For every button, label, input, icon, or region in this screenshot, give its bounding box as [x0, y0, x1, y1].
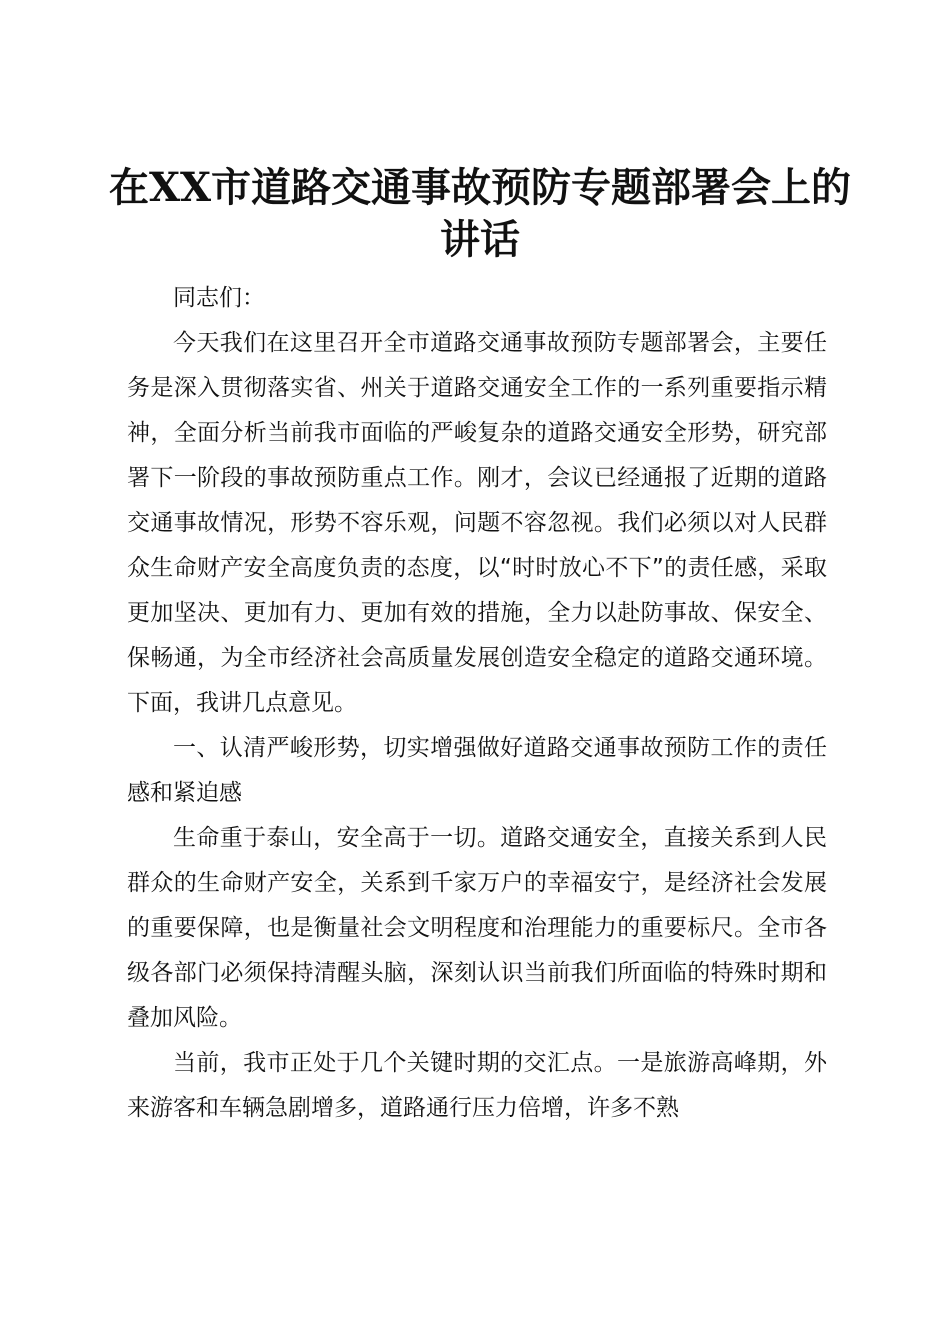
document-body	[127, 276, 827, 1131]
paragraph-current-situation: 当前，我市正处于几个关键时期的交汇点。一是旅游高峰期，外来游客和车辆急剧增多，道路通行压力倍增，许多不熟	[127, 1050, 827, 1121]
section-heading-1: 一、认清严峻形势，切实增强做好道路交通事故预防工作的责任感和紧迫感	[127, 735, 827, 806]
salutation: 同志们：	[173, 285, 265, 311]
paragraph-intro: 今天我们在这里召开全市道路交通事故预防专题部署会，主要任务是深入贯彻落实省、州关于道路交通安全工作的一系列重要指示精神，全面分析当前我市面临的严峻复杂的道路交通安全形势，研究部署下一阶段的事故预防重点工作。刚才，会议已经通报了近期的道路交通事故情况，形势不容乐观，问题不容忽视。我们必须以对人民群众生命财产安全高度负责的态度，以“时时放心不下”的责任感，采取更加坚决、更加有力、更加有效的措施，全力以赴防事故、保安全、保畅通，为全市经济社会高质量发展创造安全稳定的道路交通环境。下面，我讲几点意见。	[127, 330, 827, 716]
paragraph-section-1: 生命重于泰山，安全高于一切。道路交通安全，直接关系到人民群众的生命财产安全，关系到千家万户的幸福安宁，是经济社会发展的重要保障，也是衡量社会文明程度和治理能力的重要标尺。全市各级各部门必须保持清醒头脑，深刻认识当前我们所面临的特殊时期和叠加风险。	[127, 825, 827, 1031]
document-title: 在XX市道路交通事故预防专题部署会上的讲话	[108, 164, 852, 263]
